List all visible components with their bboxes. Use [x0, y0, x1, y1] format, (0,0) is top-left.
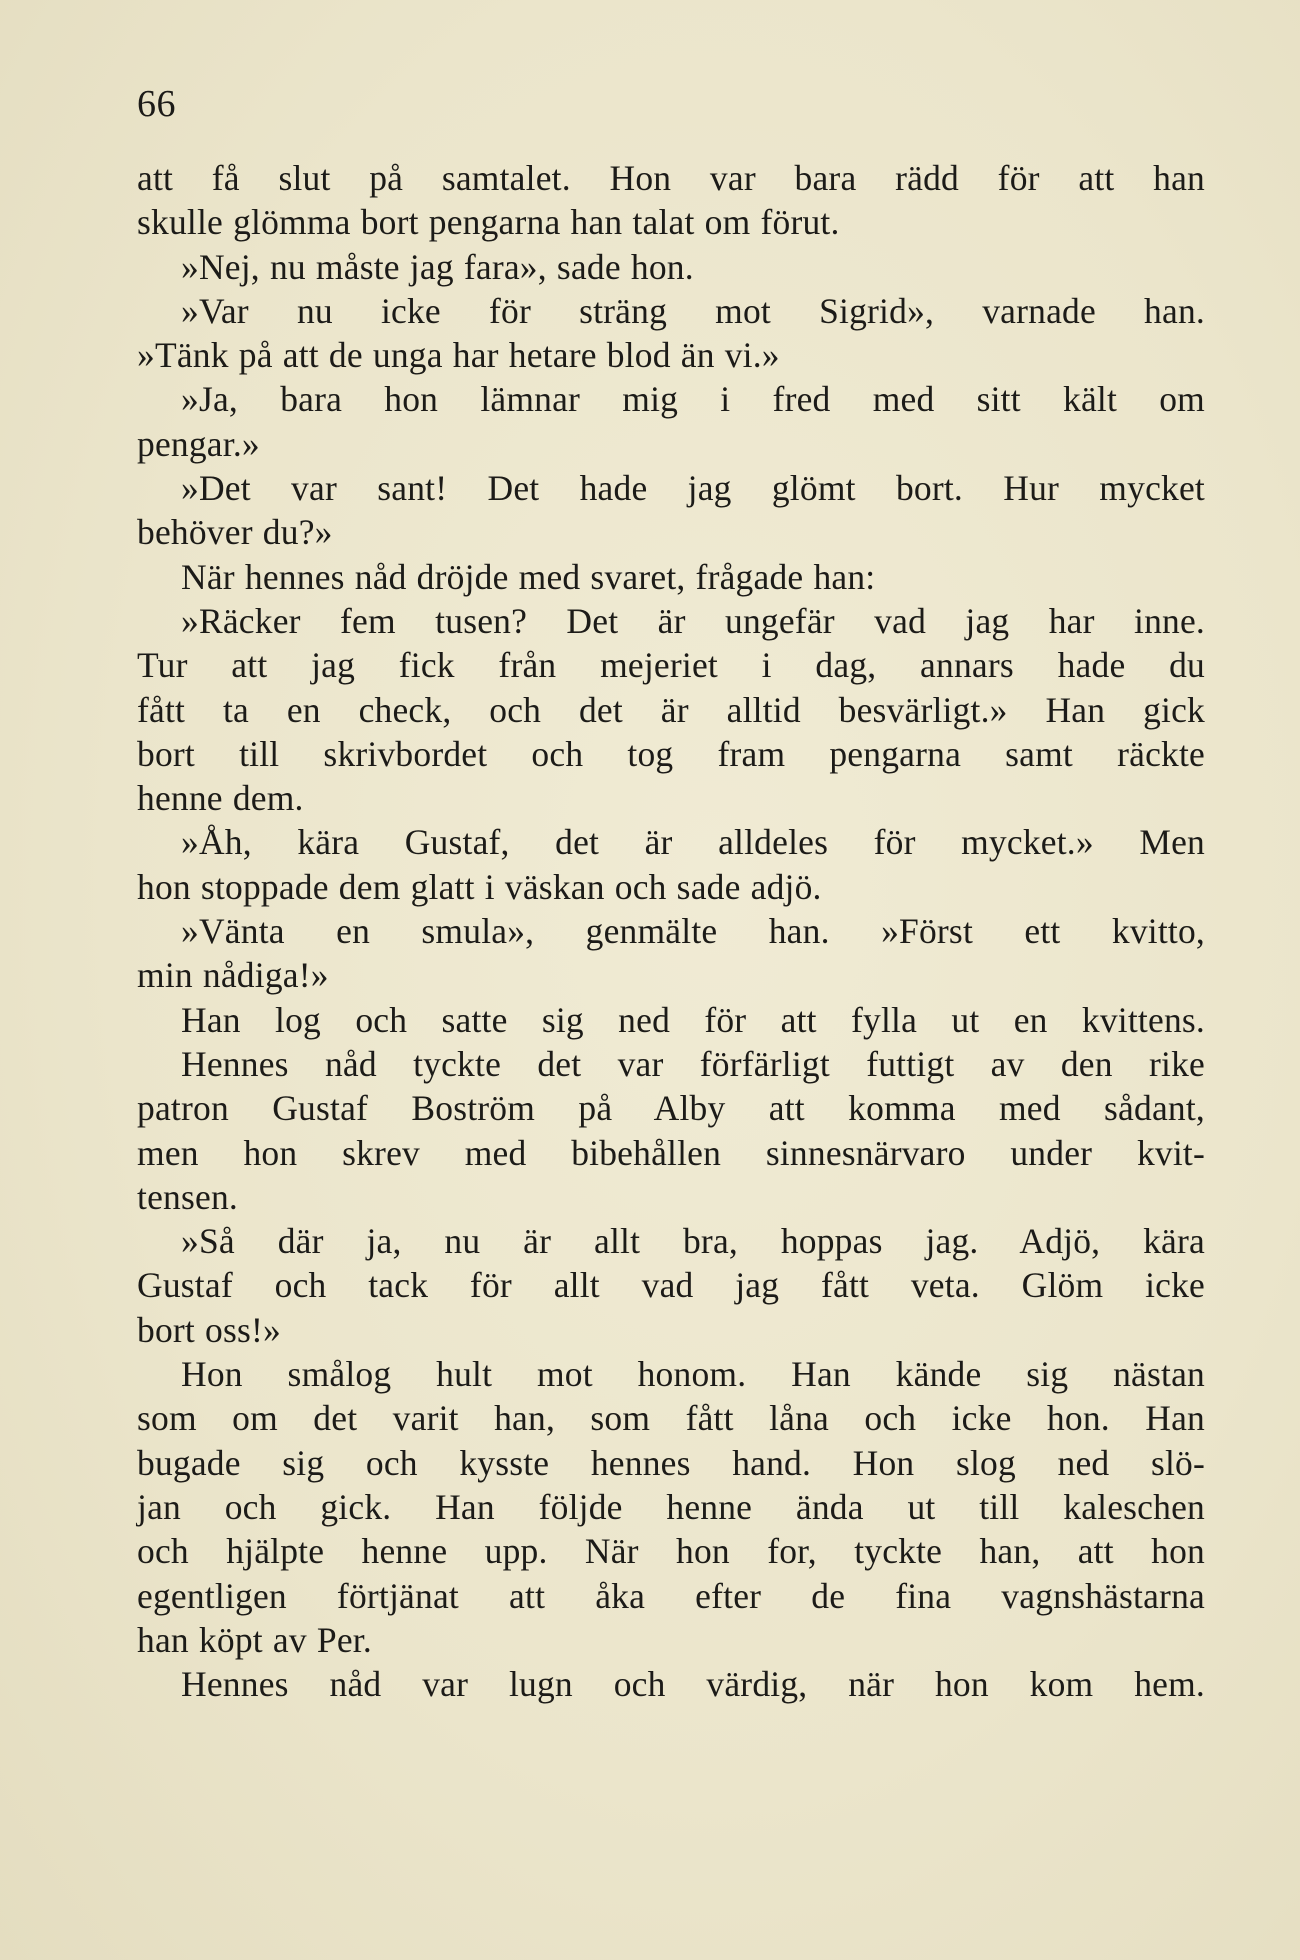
text-line: behöver du?» [137, 512, 333, 553]
text-line: skulle glömma bort pengarna han talat om förut. [137, 202, 840, 243]
text-line: min nådiga!» [137, 955, 329, 996]
text-line: »Ja, bara hon lämnar mig i fred med sitt kält om [181, 379, 1205, 420]
text-line: Gustaf och tack för allt vad jag fått veta. Glöm icke [137, 1265, 1205, 1306]
text-line: »Tänk på att de unga har hetare blod än vi.» [137, 335, 780, 376]
text-line: han köpt av Per. [137, 1619, 372, 1660]
text-line: »Åh, kära Gustaf, det är alldeles för mycket.» Men [181, 822, 1205, 863]
text-line: När hennes nåd dröjde med svaret, frågade han: [181, 556, 876, 597]
text-line: »Räcker fem tusen? Det är ungefär vad jag har inne. [181, 600, 1205, 641]
text-line: bugade sig och kysste hennes hand. Hon slog ned slö- [137, 1442, 1205, 1483]
text-line: patron Gustaf Boström på Alby att komma med sådant, [137, 1088, 1205, 1129]
text-line: »Vänta en smula», genmälte han. »Först ett kvitto, [181, 911, 1205, 952]
text-line: Han log och satte sig ned för att fylla ut en kvittens. [181, 999, 1205, 1040]
text-line: hon stoppade dem glatt i väskan och sade adjö. [137, 866, 822, 907]
text-line: som om det varit han, som fått låna och icke hon. Han [137, 1398, 1205, 1439]
text-line: bort till skrivbordet och tog fram pengarna samt räckte [137, 733, 1205, 774]
text-line: »Nej, nu måste jag fara», sade hon. [181, 246, 694, 287]
text-line: Hon smålog hult mot honom. Han kände sig nästan [181, 1354, 1205, 1395]
text-line: Tur att jag fick från mejeriet i dag, annars hade du [137, 645, 1205, 686]
page-number: 66 [137, 83, 176, 125]
text-line: henne dem. [137, 778, 304, 819]
text-line: tensen. [137, 1176, 238, 1217]
text-line: bort oss!» [137, 1309, 282, 1350]
text-line: Hennes nåd tyckte det var förfärligt futtigt av den rike [181, 1043, 1205, 1084]
text-line: Hennes nåd var lugn och värdig, när hon kom hem. [181, 1664, 1205, 1705]
text-line: jan och gick. Han följde henne ända ut till kaleschen [137, 1486, 1205, 1527]
text-line: att få slut på samtalet. Hon var bara rädd för att han [137, 158, 1205, 198]
text-line: »Var nu icke för sträng mot Sigrid», varnade han. [181, 290, 1205, 331]
body-text [137, 156, 1205, 1706]
text-line: men hon skrev med bibehållen sinnesnärvaro under kvit- [137, 1132, 1205, 1173]
text-line: och hjälpte henne upp. När hon for, tyckte han, att hon [137, 1531, 1205, 1572]
text-line: fått ta en check, och det är alltid besvärligt.» Han gick [137, 689, 1205, 730]
text-line: »Det var sant! Det hade jag glömt bort. Hur mycket [181, 468, 1205, 509]
text-line: »Så där ja, nu är allt bra, hoppas jag. Adjö, kära [181, 1221, 1205, 1262]
text-line: pengar.» [137, 423, 260, 464]
text-line: egentligen förtjänat att åka efter de fina vagnshästarna [137, 1575, 1205, 1616]
